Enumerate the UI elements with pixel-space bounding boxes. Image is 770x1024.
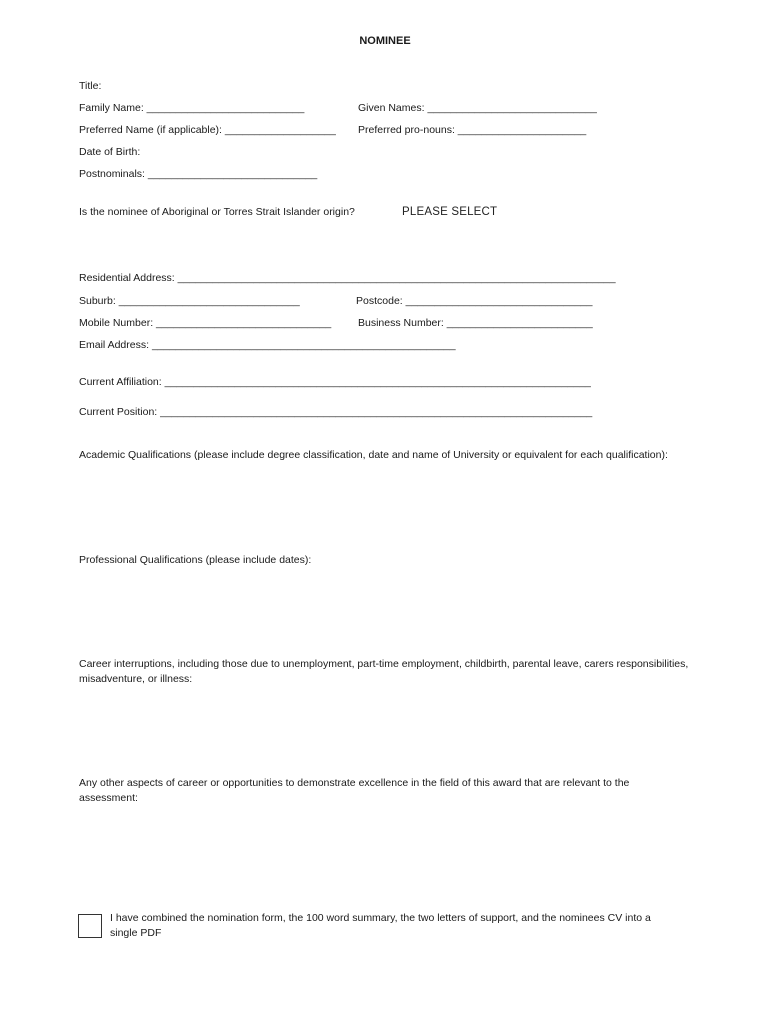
professional-qualifications-label: Professional Qualifications (please include dates): — [79, 554, 312, 566]
preferred-pronouns-field[interactable]: Preferred pro-nouns: ______________________ — [358, 124, 587, 136]
family-name-field[interactable]: Family Name: ___________________________ — [79, 102, 305, 114]
current-position-field[interactable]: Current Position: __________________________________________________________________________ — [79, 406, 593, 418]
given-names-field[interactable]: Given Names: _____________________________ — [358, 102, 597, 114]
origin-question-label: Is the nominee of Aboriginal or Torres Strait Islander origin? — [79, 206, 355, 218]
postnominals-field[interactable]: Postnominals: _____________________________ — [79, 168, 318, 180]
mobile-number-field[interactable]: Mobile Number: ______________________________ — [79, 317, 332, 329]
combined-pdf-checkbox[interactable] — [78, 914, 102, 938]
postcode-field[interactable]: Postcode: ________________________________ — [356, 295, 593, 307]
academic-qualifications-label: Academic Qualifications (please include degree classification, date and name of University or equivalent for each qualification): — [79, 449, 668, 461]
combined-pdf-checkbox-label: I have combined the nomination form, the 100 word summary, the two letters of support, and the nominees CV into a single PDF — [110, 912, 651, 939]
career-interruptions-label: Career interruptions, including those due to unemployment, part-time employment, childbirth, parental leave, carers responsibilities, misadventure, or illness: — [79, 658, 689, 685]
other-aspects-label: Any other aspects of career or opportunities to demonstrate excellence in the field of this award that are relevant to the assessment: — [79, 777, 630, 804]
business-number-field[interactable]: Business Number: _________________________ — [358, 317, 593, 329]
suburb-field[interactable]: Suburb: _______________________________ — [79, 295, 300, 307]
title-field[interactable]: Title: — [79, 80, 102, 92]
current-affiliation-field[interactable]: Current Affiliation: _________________________________________________________________________ — [79, 376, 591, 388]
date-of-birth-field[interactable]: Date of Birth: — [79, 146, 141, 158]
form-heading: NOMINEE — [359, 35, 411, 47]
email-address-field[interactable]: Email Address: ____________________________________________________ — [79, 339, 456, 351]
preferred-name-field[interactable]: Preferred Name (if applicable): ___________________ — [79, 124, 336, 136]
residential-address-field[interactable]: Residential Address: ___________________________________________________________________________ — [79, 272, 616, 284]
origin-select-dropdown[interactable]: PLEASE SELECT — [402, 206, 498, 218]
